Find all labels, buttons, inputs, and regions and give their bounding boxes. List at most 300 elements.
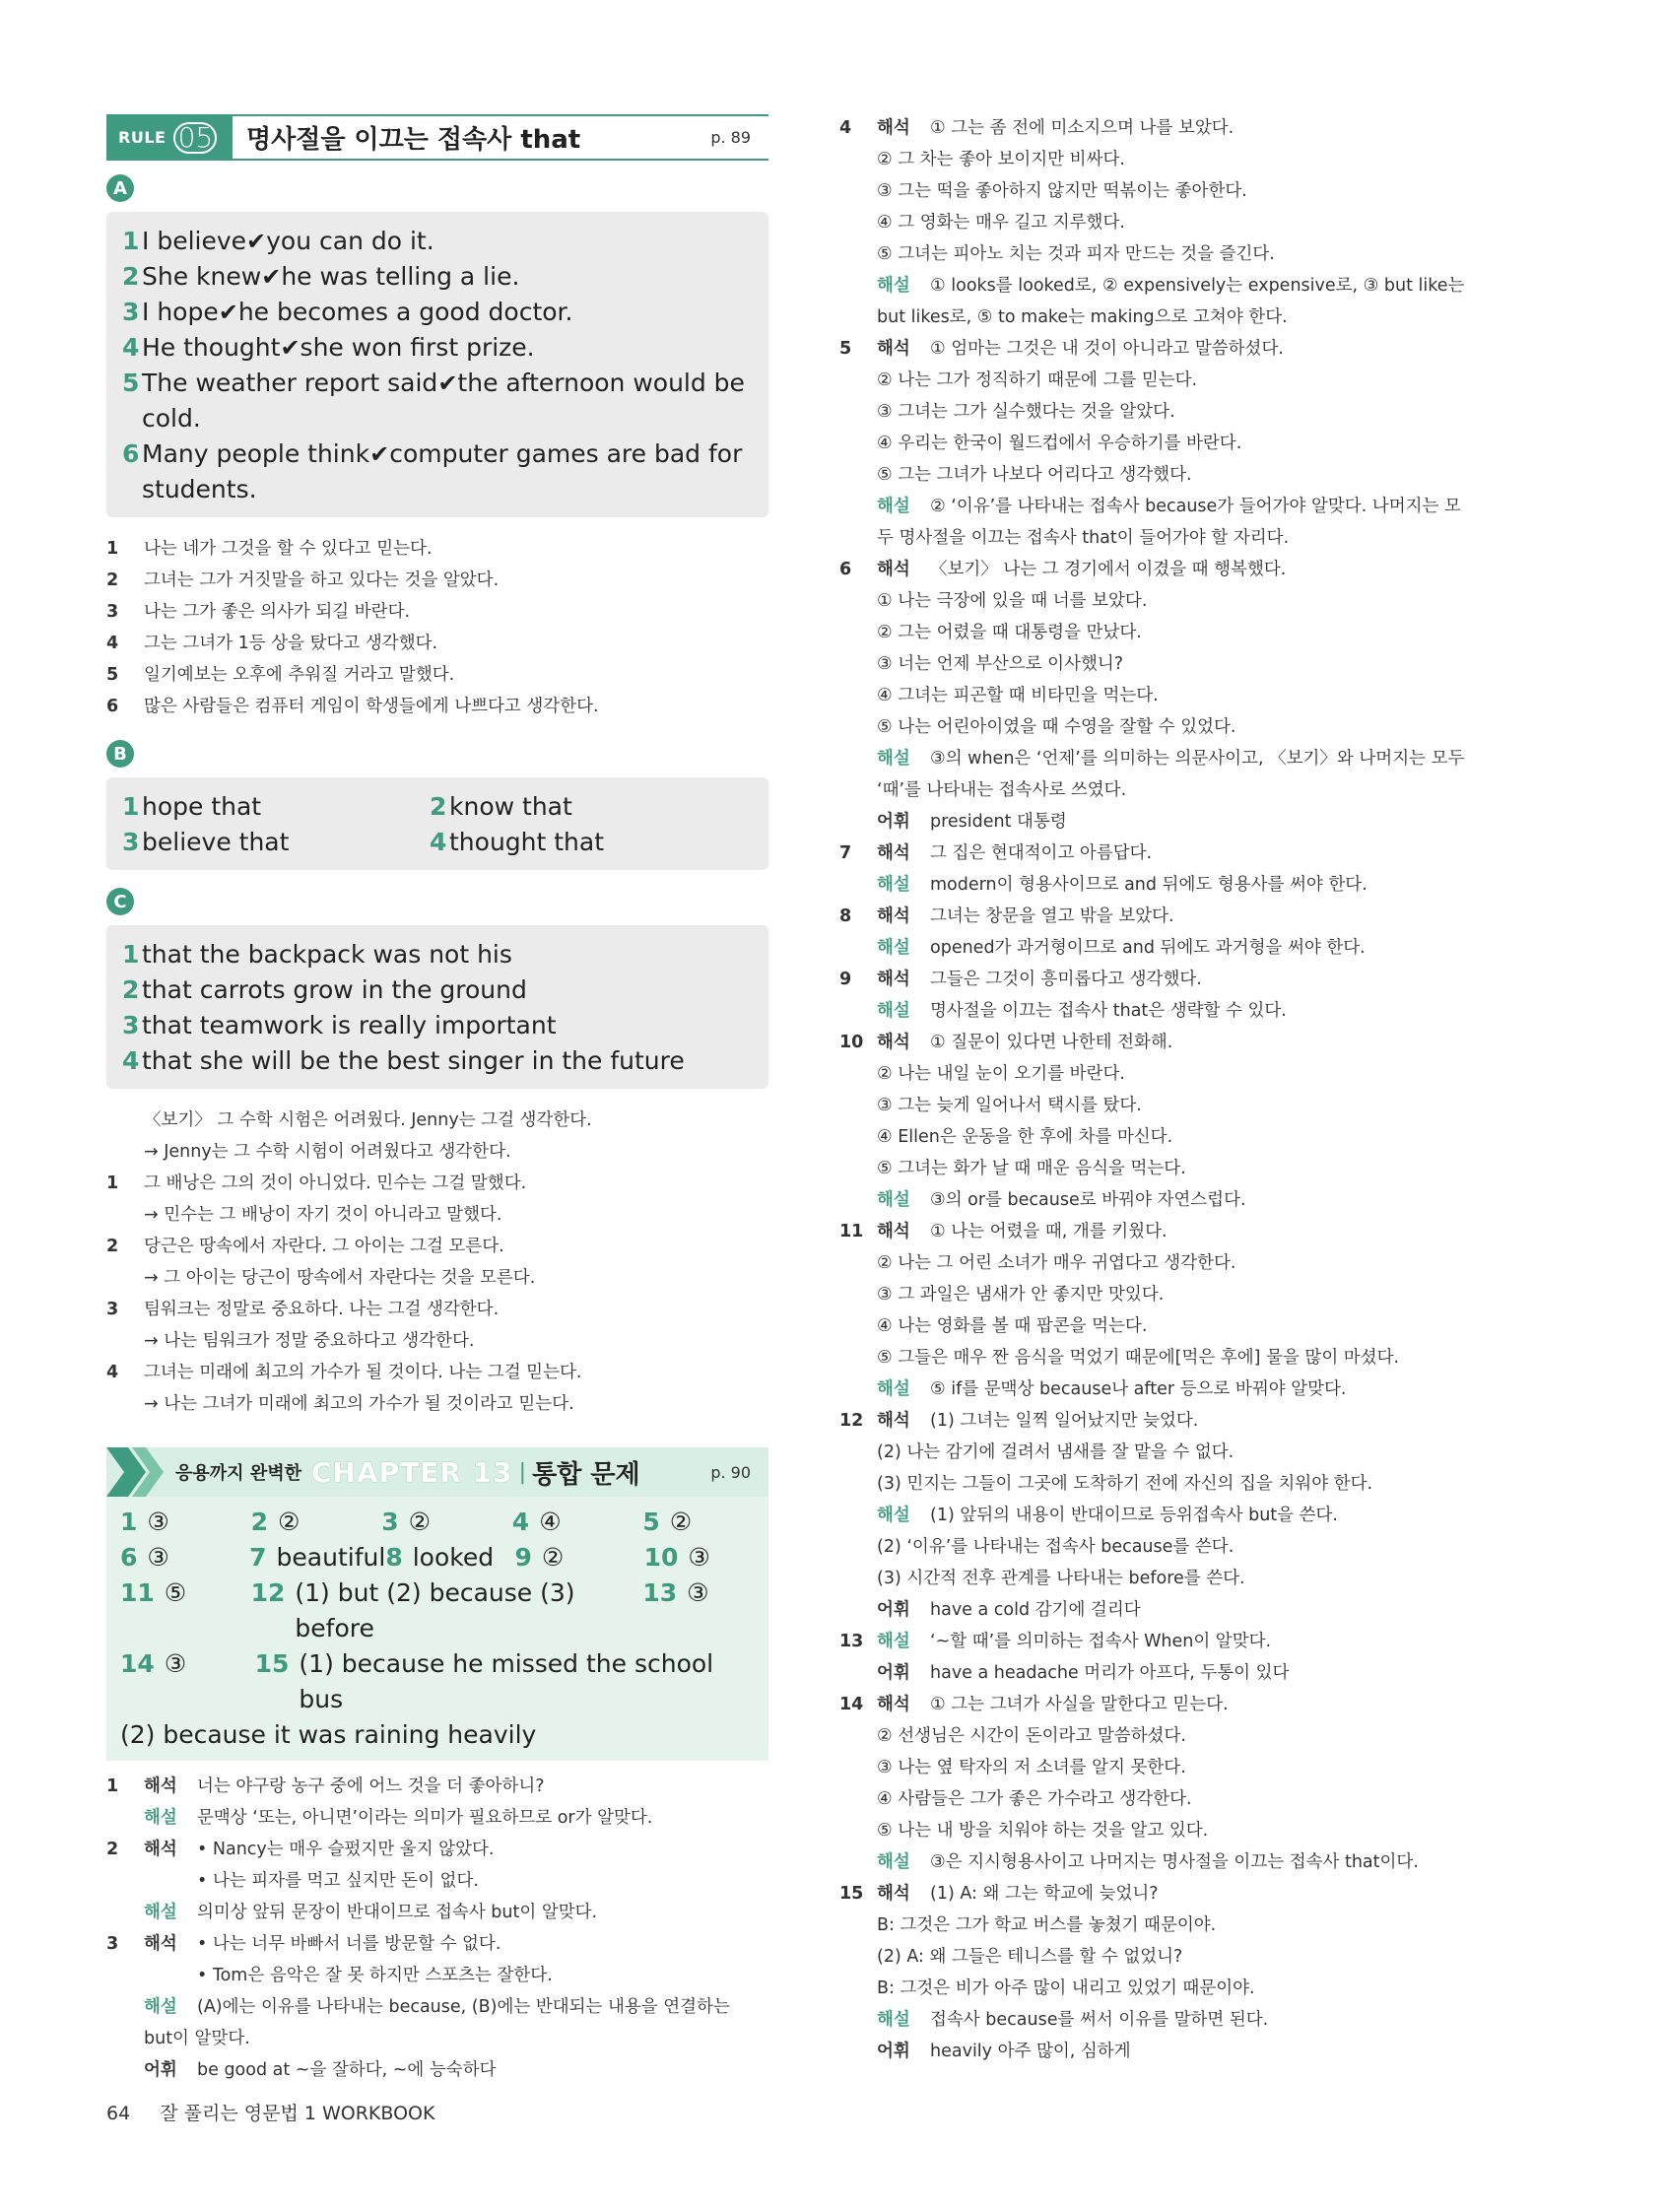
question-number <box>839 2004 877 2036</box>
chapter-answer-cell <box>251 1505 382 1540</box>
chapter-answer-row <box>120 1540 755 1575</box>
explanation-row <box>106 1991 768 2023</box>
explanation-text: ① 질문이 있다면 나한테 전화해. <box>930 1033 1173 1052</box>
explanation-text: ① 그는 좀 전에 미소지으며 나를 보았다. <box>930 118 1234 138</box>
answer-text: Many people think✔computer games are bad for students. <box>142 439 743 503</box>
translation-number: 4 <box>106 1363 119 1382</box>
page-footer <box>106 2099 434 2125</box>
explanation-text: ④ 우리는 한국이 월드컵에서 우승하기를 바란다. <box>877 434 1242 453</box>
explanation-text: 두 명사절을 이끄는 접속사 that이 들어가야 할 자리다. <box>877 528 1290 548</box>
explanation-label: 해설 <box>877 938 910 958</box>
answer-text: He thought✔she won first prize. <box>142 333 535 362</box>
explanation-text: ③ 그 과일은 냄새가 안 좋지만 맛있다. <box>877 1285 1165 1305</box>
explanation-text: ⑤ 나는 어린아이였을 때 수영을 잘할 수 있었다. <box>877 717 1236 737</box>
translation-number: 6 <box>106 697 119 716</box>
explanation-text: ⑤ 그녀는 화가 날 때 매운 음식을 먹는다. <box>877 1159 1186 1178</box>
section-c-marker: C <box>106 888 134 915</box>
answer-line <box>122 937 753 972</box>
answer-number: 10 <box>643 1543 679 1572</box>
explanation-row <box>839 1090 1509 1121</box>
explanation-text: heavily 아주 많이, 심하게 <box>930 2042 1131 2061</box>
answer-number: 9 <box>514 1543 532 1572</box>
answer-text: ④ <box>539 1508 562 1536</box>
question-number <box>839 428 877 459</box>
explanation-text: ⑤ 그들은 매우 짠 음식을 먹었기 때문에[먹은 후에] 물을 많이 마셨다. <box>877 1348 1400 1368</box>
chapter-answer-cell <box>381 1505 512 1540</box>
answer-text: I believe✔you can do it. <box>142 227 434 255</box>
question-number <box>839 1815 877 1846</box>
explanation-label: 해석 <box>877 1695 910 1714</box>
translation-row <box>106 1168 768 1199</box>
explanation-row <box>106 1928 768 1960</box>
explanation-label: 해설 <box>877 875 910 895</box>
question-number <box>839 1090 877 1121</box>
explanation-label <box>144 1960 197 1991</box>
rule-number: 05 <box>173 122 217 154</box>
answer-number: 2 <box>250 1508 268 1536</box>
explanation-row <box>839 1279 1509 1310</box>
chapter-answer-cell <box>385 1540 514 1575</box>
explanation-row <box>839 964 1509 995</box>
explanation-text: ② 나는 내일 눈이 오기를 바란다. <box>877 1064 1125 1084</box>
explanation-label: 해설 <box>877 1190 910 1210</box>
explanation-text: 〈보기〉 나는 그 경기에서 이겼을 때 행복했다. <box>930 560 1287 579</box>
question-number <box>106 2023 144 2054</box>
explanation-label: 해석 <box>877 1033 910 1052</box>
explanation-row <box>839 396 1509 428</box>
question-number <box>839 1437 877 1468</box>
translation-text: 그녀는 그가 거짓말을 하고 있다는 것을 알았다. <box>144 570 500 590</box>
explanation-text: (1) A: 왜 그는 학교에 늦었니? <box>930 1884 1159 1904</box>
question-number <box>839 522 877 554</box>
question-number <box>839 1531 877 1563</box>
explanation-text: have a headache 머리가 아프다, 두통이 있다 <box>930 1663 1290 1683</box>
section-a-answer-box <box>106 212 768 517</box>
rule-header <box>106 114 768 161</box>
explanation-text: ② 그 차는 좋아 보이지만 비싸다. <box>877 150 1125 169</box>
question-number <box>839 1846 877 1878</box>
translation-row <box>106 596 768 628</box>
explanation-label: 어휘 <box>877 1600 910 1620</box>
explanation-text: ① 엄마는 그것은 내 것이 아니라고 말씀하셨다. <box>930 339 1284 359</box>
answer-line <box>122 224 753 259</box>
explanation-row <box>839 617 1509 648</box>
chapter-title: 통합 문제 <box>532 1459 640 1490</box>
answer-number: 2 <box>430 792 447 821</box>
question-number <box>839 1184 877 1216</box>
question-number <box>839 365 877 396</box>
explanation-text: ② ‘이유’를 나타내는 접속사 because가 들어가야 알맞다. 나머지는 모 <box>930 497 1461 516</box>
explanation-label: 해설 <box>144 1808 177 1828</box>
question-number: 15 <box>839 1884 864 1904</box>
answer-line <box>122 436 753 507</box>
answer-number: 7 <box>249 1543 267 1572</box>
question-number <box>839 1058 877 1090</box>
explanation-label: 어휘 <box>877 2042 910 2061</box>
left-explanations <box>106 1771 768 2086</box>
explanation-text: ④ Ellen은 운동을 한 후에 차를 마신다. <box>877 1127 1173 1147</box>
explanation-text: ③ 그는 늦게 일어나서 택시를 탔다. <box>877 1096 1142 1115</box>
chapter-answer-cell <box>249 1540 385 1575</box>
explanation-row <box>839 1027 1509 1058</box>
question-number <box>839 711 877 743</box>
question-number <box>839 459 877 491</box>
section-c-translations <box>106 1105 768 1420</box>
answer-text: She knew✔he was telling a lie. <box>142 262 520 291</box>
translation-text: 당근은 땅속에서 자란다. 그 아이는 그걸 모른다. <box>144 1237 504 1256</box>
question-number: 4 <box>839 118 852 138</box>
translation-result: → 그 아이는 당근이 땅속에서 자란다는 것을 모른다. <box>144 1268 536 1288</box>
explanation-row <box>839 774 1509 806</box>
question-number: 3 <box>106 1934 119 1954</box>
question-number: 10 <box>839 1033 864 1052</box>
explanation-text: ③의 or를 because로 바꿔야 자연스럽다. <box>930 1190 1246 1210</box>
translation-row <box>106 533 768 565</box>
explanation-row <box>839 1846 1509 1878</box>
explanation-label: 해설 <box>877 749 910 769</box>
question-number <box>839 648 877 680</box>
check-mark-icon: ✔ <box>218 299 238 326</box>
explanation-text: (1) 앞뒤의 내용이 반대이므로 등위접속사 but을 쓴다. <box>930 1506 1338 1525</box>
right-explanations <box>839 112 1509 2067</box>
explanation-row <box>839 995 1509 1027</box>
explanation-text: • 나는 너무 바빠서 너를 방문할 수 없다. <box>197 1934 501 1954</box>
answer-number: 3 <box>122 828 140 856</box>
answer-text: thought that <box>449 828 605 856</box>
translation-number: 4 <box>106 634 119 653</box>
explanation-text: president 대통령 <box>930 812 1067 832</box>
explanation-label: 해석 <box>877 906 910 926</box>
chapter-answer-cell <box>642 1505 755 1540</box>
explanation-row <box>839 238 1509 270</box>
explanation-row <box>839 585 1509 617</box>
explanation-row <box>839 302 1509 333</box>
answer-text: that teamwork is really important <box>142 1011 557 1039</box>
check-mark-icon: ✔ <box>261 263 282 291</box>
chapter-answer-cell <box>255 1646 755 1717</box>
explanation-row <box>839 333 1509 365</box>
translation-text: 그녀는 미래에 최고의 가수가 될 것이다. 나는 그걸 믿는다. <box>144 1363 582 1382</box>
answer-line <box>122 1008 753 1043</box>
question-number <box>839 1310 877 1342</box>
answer-number: 1 <box>122 227 140 255</box>
explanation-text: ③의 when은 ‘언제’를 의미하는 의문사이고, 〈보기〉와 나머지는 모두 <box>930 749 1465 769</box>
explanation-label: 해설 <box>877 2010 910 2030</box>
explanation-row <box>839 459 1509 491</box>
explanation-text: ② 나는 그가 정직하기 때문에 그를 믿는다. <box>877 370 1198 390</box>
question-number <box>839 1783 877 1815</box>
explanation-row <box>839 1563 1509 1594</box>
explanation-row <box>839 1342 1509 1374</box>
explanation-row <box>839 838 1509 869</box>
explanation-text: ③은 지시형용사이고 나머지는 명사절을 이끄는 접속사 that이다. <box>930 1852 1419 1872</box>
answer-number: 11 <box>120 1578 155 1607</box>
rule-badge <box>106 116 233 159</box>
explanation-text: (A)에는 이유를 나타내는 because, (B)에는 반대되는 내용을 연결하는 <box>197 1997 730 2017</box>
explanation-text: ④ 그 영화는 매우 길고 지루했다. <box>877 213 1125 233</box>
question-number <box>106 1897 144 1928</box>
explanation-row <box>839 1153 1509 1184</box>
answer-number: 2 <box>122 975 140 1004</box>
answer-number: 15 <box>254 1649 290 1678</box>
section-b-marker: B <box>106 740 134 768</box>
question-number <box>839 774 877 806</box>
explanation-row <box>839 491 1509 522</box>
explanation-row <box>839 522 1509 554</box>
chapter-answer-cell <box>512 1505 643 1540</box>
question-number <box>839 1500 877 1531</box>
answer-number: 3 <box>381 1508 399 1536</box>
answer-text: ③ <box>164 1649 187 1678</box>
explanation-text: • 나는 피자를 먹고 싶지만 돈이 없다. <box>197 1871 479 1891</box>
explanation-label: 어휘 <box>144 2060 177 2080</box>
question-number <box>839 806 877 838</box>
question-number <box>839 1342 877 1374</box>
explanation-row <box>839 932 1509 964</box>
answer-number: 3 <box>122 298 140 326</box>
explanation-row <box>839 1941 1509 1973</box>
chapter-label: CHAPTER 13 <box>310 1455 513 1489</box>
explanation-row <box>106 2023 768 2054</box>
question-number <box>106 1802 144 1834</box>
answer-number: 8 <box>385 1543 403 1572</box>
answer-text: beautiful <box>276 1543 386 1572</box>
answer-number: 4 <box>122 1046 140 1075</box>
answer-line <box>122 259 753 295</box>
explanation-row <box>106 2054 768 2086</box>
explanation-text: ③ 그녀는 그가 실수했다는 것을 알았다. <box>877 402 1175 422</box>
section-c-answer-box <box>106 925 768 1089</box>
explanation-text: ④ 그녀는 피곤할 때 비타민을 먹는다. <box>877 686 1159 705</box>
explanation-row <box>106 1802 768 1834</box>
explanation-row <box>839 1910 1509 1941</box>
explanation-text: ③ 너는 언제 부산으로 이사했니? <box>877 654 1124 674</box>
translation-text: 많은 사람들은 컴퓨터 게임이 학생들에게 나쁘다고 생각한다. <box>144 697 599 716</box>
chapter-answer-cell <box>644 1540 755 1575</box>
explanation-text: be good at ~을 잘하다, ~에 능숙하다 <box>197 2060 497 2080</box>
answer-number: 2 <box>122 262 140 291</box>
explanation-text: ② 그는 어렸을 때 대통령을 만났다. <box>877 623 1142 642</box>
chapter-answer-cell <box>642 1575 755 1646</box>
chapter-prefix: 응용까지 완벽한 <box>175 1463 301 1484</box>
chapter-answer-cell <box>120 1646 255 1717</box>
explanation-label: 해설 <box>877 276 910 296</box>
explanation-text: ② 선생님은 시간이 돈이라고 말씀하셨다. <box>877 1726 1186 1746</box>
answer-text: that the backpack was not his <box>142 940 512 969</box>
question-number <box>106 1960 144 1991</box>
answer-line <box>430 825 737 860</box>
explanation-text: (3) 시간적 전후 관계를 나타내는 before를 쓴다. <box>877 1569 1245 1588</box>
question-number: 1 <box>106 1776 119 1796</box>
answer-line <box>122 295 753 330</box>
explanation-text: 접속사 because를 써서 이유를 말하면 된다. <box>930 2010 1269 2030</box>
chapter-answer-row <box>120 1505 755 1540</box>
answer-text: I hope✔he becomes a good doctor. <box>142 298 573 326</box>
explanation-row <box>839 1310 1509 1342</box>
explanation-text: (2) ‘이유’를 나타내는 접속사 because를 쓴다. <box>877 1537 1234 1557</box>
answer-text: ③ <box>687 1578 709 1607</box>
question-number: 12 <box>839 1411 864 1431</box>
explanation-row <box>839 1973 1509 2004</box>
explanation-label: 해설 <box>877 1001 910 1021</box>
translation-result: → 민수는 그 배낭이 자기 것이 아니라고 말했다. <box>144 1205 502 1225</box>
question-number <box>839 270 877 302</box>
explanation-row <box>839 1500 1509 1531</box>
translation-number: 2 <box>106 570 119 590</box>
explanation-text: modern이 형용사이므로 and 뒤에도 형용사를 써야 한다. <box>930 875 1368 895</box>
question-number <box>839 1941 877 1973</box>
question-number <box>839 1720 877 1752</box>
explanation-text: B: 그것은 비가 아주 많이 내리고 있었기 때문이야. <box>877 1978 1255 1998</box>
explanation-row <box>839 1720 1509 1752</box>
explanation-label: 해석 <box>877 1884 910 1904</box>
chapter-answer-cell <box>514 1540 643 1575</box>
explanation-text: 명사절을 이끄는 접속사 that은 생략할 수 있다. <box>930 1001 1287 1021</box>
chapter-answer-cell <box>251 1575 643 1646</box>
question-number: 2 <box>106 1840 119 1859</box>
answer-line <box>122 825 430 860</box>
answer-number: 6 <box>120 1543 138 1572</box>
answer-text: that she will be the best singer in the future <box>142 1046 685 1075</box>
question-number: 14 <box>839 1695 864 1714</box>
answer-number: 12 <box>250 1578 286 1607</box>
answer-line <box>122 330 753 366</box>
explanation-text: ⑤ if를 문맥상 because나 after 등으로 바꿔야 알맞다. <box>930 1379 1347 1399</box>
answer-text: ③ <box>147 1508 169 1536</box>
answer-text: ⑤ <box>164 1578 187 1607</box>
explanation-row <box>839 1184 1509 1216</box>
translation-row <box>106 659 768 691</box>
chapter-answer-continuation: (2) because it was raining heavily <box>120 1720 537 1749</box>
explanation-row <box>839 806 1509 838</box>
explanation-text: (3) 민지는 그들이 그곳에 도착하기 전에 자신의 집을 치워야 한다. <box>877 1474 1373 1494</box>
answer-line <box>430 789 737 825</box>
rule-title: 명사절을 이끄는 접속사 that <box>246 125 581 155</box>
explanation-row <box>839 2004 1509 2036</box>
section-a-marker: A <box>106 174 134 202</box>
answer-text: (1) but (2) because (3) before <box>295 1578 575 1642</box>
explanation-row <box>839 1878 1509 1910</box>
explanation-row <box>839 1374 1509 1405</box>
answer-text: The weather report said✔the afternoon would be cold. <box>142 369 745 433</box>
explanation-text: ③ 그는 떡을 좋아하지 않지만 떡볶이는 좋아한다. <box>877 181 1247 201</box>
explanation-row <box>839 270 1509 302</box>
answer-text: ② <box>408 1508 432 1536</box>
explanation-row <box>839 1689 1509 1720</box>
translation-number: 3 <box>106 602 119 622</box>
answer-text: ② <box>669 1508 693 1536</box>
translation-number: 2 <box>106 1237 119 1256</box>
question-number <box>839 1468 877 1500</box>
translation-text: 팀워크는 정말로 중요하다. 나는 그걸 생각한다. <box>144 1300 500 1319</box>
answer-line <box>122 1043 753 1079</box>
explanation-row <box>839 1405 1509 1437</box>
question-number <box>839 144 877 175</box>
explanation-text: 그들은 그것이 흥미롭다고 생각했다. <box>930 970 1202 989</box>
explanation-text: 너는 야구랑 농구 중에 어느 것을 더 좋아하니? <box>197 1776 545 1796</box>
explanation-label: 해석 <box>877 560 910 579</box>
explanation-row <box>839 144 1509 175</box>
translation-row <box>106 691 768 722</box>
answer-number: 3 <box>122 1011 140 1039</box>
answer-number: 14 <box>120 1649 155 1678</box>
translation-text: 그 배낭은 그의 것이 아니었다. 민수는 그걸 말했다. <box>144 1173 527 1193</box>
explanation-label: 해석 <box>144 1840 177 1859</box>
explanation-label: 해설 <box>877 1852 910 1872</box>
explanation-label: 해석 <box>144 1934 177 1954</box>
translation-number: 3 <box>106 1300 119 1319</box>
explanation-label: 해석 <box>877 1222 910 1241</box>
question-number <box>839 1153 877 1184</box>
question-number: 11 <box>839 1222 864 1241</box>
explanation-row <box>839 365 1509 396</box>
explanation-row <box>106 1960 768 1991</box>
translation-number: 1 <box>106 539 119 559</box>
question-number <box>839 302 877 333</box>
question-number <box>839 1973 877 2004</box>
explanation-row <box>839 1626 1509 1657</box>
answer-number: 6 <box>122 439 140 468</box>
chapter-header <box>106 1447 768 1497</box>
explanation-label: 해석 <box>877 1411 910 1431</box>
answer-text: ③ <box>688 1543 710 1572</box>
check-mark-icon: ✔ <box>280 334 300 362</box>
translation-text: 일기예보는 오후에 추워질 거라고 말했다. <box>144 665 455 685</box>
answer-number: 1 <box>120 1508 138 1536</box>
question-number <box>839 396 877 428</box>
translation-text: 나는 그가 좋은 의사가 되길 바란다. <box>144 602 411 622</box>
translation-text: 그는 그녀가 1등 상을 탔다고 생각했다. <box>144 634 438 653</box>
question-number: 8 <box>839 906 852 926</box>
explanation-text: 그 집은 현대적이고 아름답다. <box>930 843 1153 863</box>
explanation-row <box>839 680 1509 711</box>
explanation-row <box>839 2036 1509 2067</box>
chapter-answer-cell <box>120 1540 249 1575</box>
chapter-page-ref: p. 90 <box>710 1462 751 1482</box>
explanation-label: 어휘 <box>877 812 910 832</box>
explanation-row <box>839 1468 1509 1500</box>
answer-number: 4 <box>122 333 140 362</box>
explanation-row <box>839 207 1509 238</box>
explanation-text: (2) 나는 감기에 걸려서 냄새를 잘 맡을 수 없다. <box>877 1442 1234 1462</box>
question-number: 7 <box>839 843 852 863</box>
answer-text: ② <box>541 1543 565 1572</box>
rule-label: RULE <box>118 128 167 147</box>
question-number <box>839 207 877 238</box>
explanation-text: ⑤ 그녀는 피아노 치는 것과 피자 만드는 것을 즐긴다. <box>877 244 1275 264</box>
example-line: → Jenny는 그 수학 시험이 어려웠다고 생각한다. <box>144 1142 511 1162</box>
answer-number: 5 <box>122 369 140 397</box>
section-b-answer-box <box>106 777 768 870</box>
explanation-row <box>839 1437 1509 1468</box>
explanation-row <box>839 1216 1509 1247</box>
explanation-row <box>839 112 1509 144</box>
question-number <box>839 175 877 207</box>
explanation-text: ① 나는 극장에 있을 때 너를 보았다. <box>877 591 1148 611</box>
explanation-text: ① 나는 어렸을 때, 개를 키웠다. <box>930 1222 1168 1241</box>
explanation-text: ‘~할 때’를 의미하는 접속사 When이 알맞다. <box>930 1632 1272 1651</box>
explanation-row <box>839 1783 1509 1815</box>
answer-number: 5 <box>642 1508 660 1536</box>
explanation-text: B: 그것은 그가 학교 버스를 놓쳤기 때문이야. <box>877 1915 1217 1935</box>
explanation-label: 해석 <box>877 970 910 989</box>
explanation-row <box>839 554 1509 585</box>
answer-text: that carrots grow in the ground <box>142 975 527 1004</box>
translation-row <box>106 1231 768 1262</box>
translation-result: → 나는 팀워크가 정말 중요하다고 생각한다. <box>144 1331 475 1351</box>
answer-text: ③ <box>147 1543 169 1572</box>
right-column <box>839 114 1509 2067</box>
